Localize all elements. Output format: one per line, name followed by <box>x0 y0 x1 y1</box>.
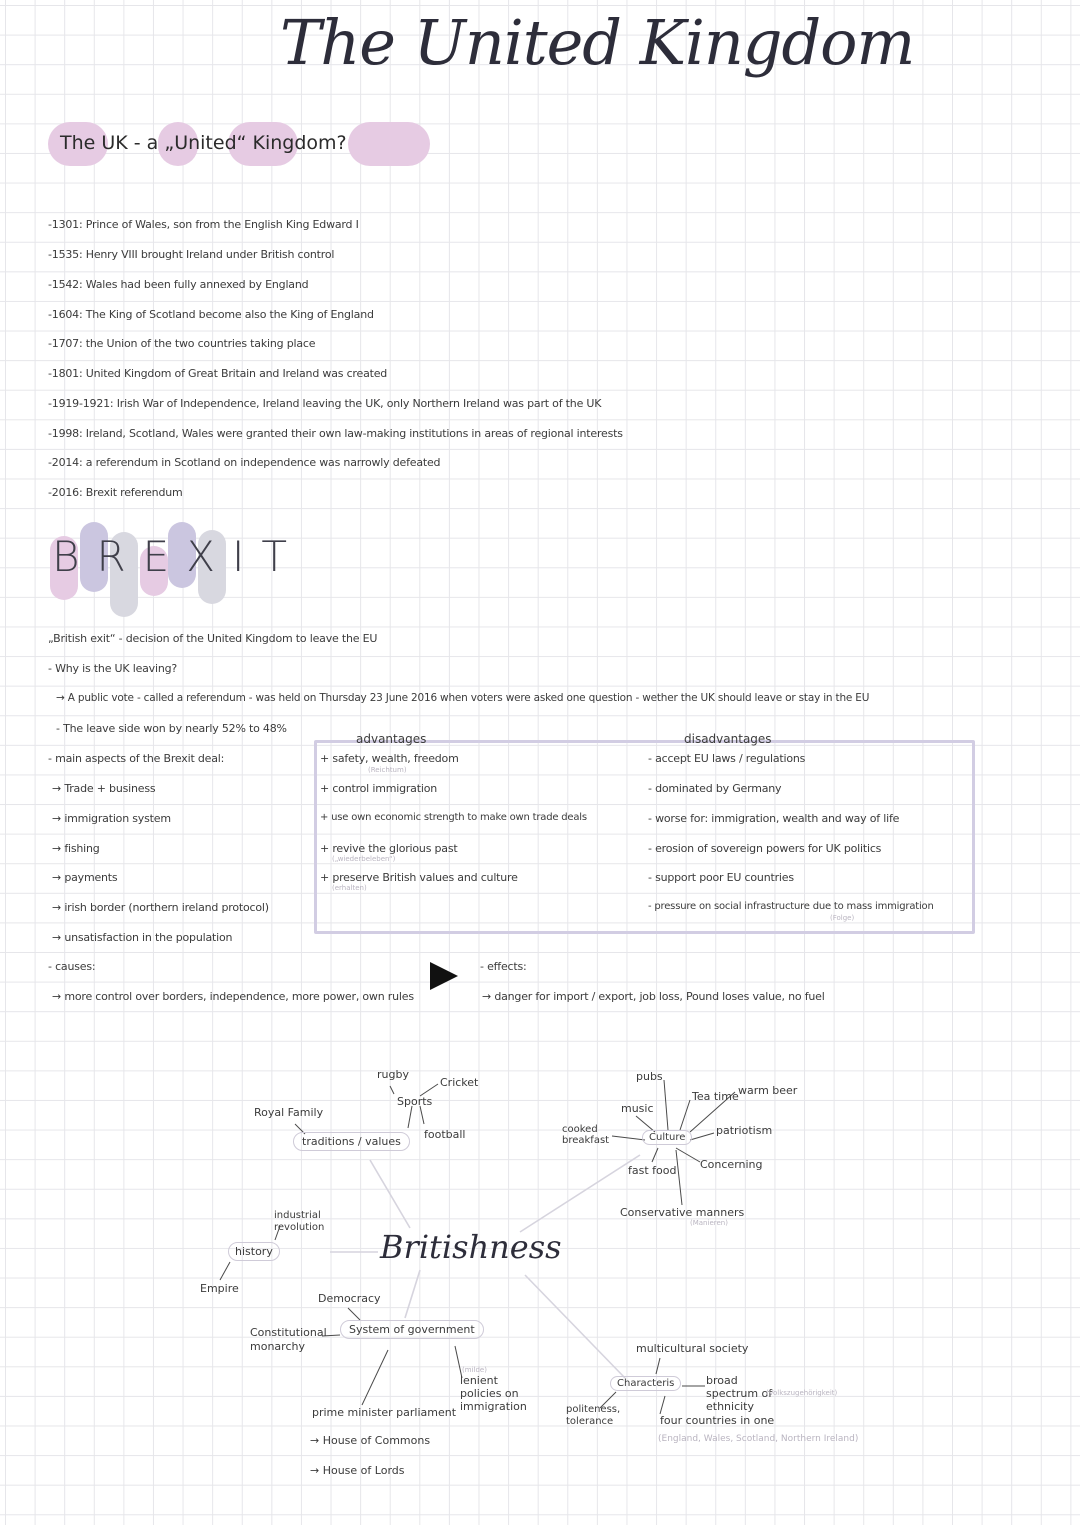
disadvantage-item: - erosion of sovereign powers for UK politics <box>648 842 882 855</box>
disadvantage-item: - dominated by Germany <box>648 782 782 795</box>
brexit-definition: „British exit“ - decision of the United Kingdom to leave the EU <box>48 632 378 645</box>
advantage-note: („wiederbeleben“) <box>332 855 396 863</box>
page-title: The United Kingdom <box>280 6 915 79</box>
mm-sports: Sports <box>397 1095 433 1108</box>
timeline-item: -1998: Ireland, Scotland, Wales were granted their own law-making institutions in areas of regional interests <box>48 427 623 440</box>
mm-four-countries: four countries in one <box>660 1414 775 1427</box>
mm-prime-minister: prime minister parliament <box>312 1406 457 1419</box>
mm-conservative-manners: Conservative manners <box>620 1206 745 1219</box>
timeline-item: -1801: United Kingdom of Great Britain and Ireland was created <box>48 367 388 380</box>
timeline-item: -1542: Wales had been fully annexed by England <box>48 278 309 291</box>
mindmap-center: Britishness <box>380 1228 562 1266</box>
brexit-heading-text: BREXIT <box>52 532 305 581</box>
mm-manners-note: (Manieren) <box>690 1219 728 1227</box>
advantage-note: (Reichtum) <box>368 766 407 774</box>
mm-multicultural-society: multicultural society <box>636 1342 749 1355</box>
mm-system-of-government: System of government <box>340 1320 484 1339</box>
timeline-item: -2016: Brexit referendum <box>48 486 183 499</box>
referendum-result: - The leave side won by nearly 52% to 48% <box>56 722 287 735</box>
mm-democracy: Democracy <box>318 1292 381 1305</box>
causes-heading: - causes: <box>48 960 96 973</box>
disadvantage-item: - pressure on social infrastructure due to mass immigration <box>648 901 934 912</box>
mm-history: history <box>228 1242 280 1261</box>
mm-music: music <box>621 1102 654 1115</box>
mm-house-of-commons: → House of Commons <box>310 1434 431 1447</box>
disadvantage-note: (Folge) <box>830 914 855 922</box>
aspect-item: → irish border (northern ireland protocol) <box>52 901 269 914</box>
mm-patriotism: patriotism <box>716 1124 773 1137</box>
mm-lenient-policies: lenient policies on immigration <box>460 1374 527 1413</box>
mm-industrial-revolution: industrial revolution <box>274 1210 325 1233</box>
mm-pubs: pubs <box>636 1070 663 1083</box>
mm-house-of-lords: → House of Lords <box>310 1464 405 1477</box>
advantage-item: + use own economic strength to make own trade deals <box>320 812 587 823</box>
mm-culture: Culture <box>642 1130 692 1145</box>
mm-ethnicity-note: (Volkszugehörigkeit) <box>766 1389 838 1397</box>
advantage-item: + safety, wealth, freedom <box>320 752 459 765</box>
uk-heading-text: The UK - a „United“ Kingdom? <box>60 132 347 154</box>
mm-constitutional-monarchy: Constitutional monarchy <box>250 1326 327 1353</box>
mm-empire: Empire <box>200 1282 239 1295</box>
mm-characteristics: Characteris <box>610 1376 681 1391</box>
timeline-item: -1535: Henry VIII brought Ireland under British control <box>48 248 335 261</box>
disadvantages-heading: disadvantages <box>684 732 772 746</box>
aspect-item: → unsatisfaction in the population <box>52 931 233 944</box>
aspect-item: → immigration system <box>52 812 171 825</box>
advantage-item: + control immigration <box>320 782 437 795</box>
timeline-item: -1301: Prince of Wales, son from the English King Edward I <box>48 218 359 231</box>
mm-cooked-breakfast: cooked breakfast <box>562 1124 610 1146</box>
timeline-item: -1707: the Union of the two countries taking place <box>48 337 316 350</box>
timeline-item: -1604: The King of Scotland become also the King of England <box>48 308 374 321</box>
why-answer: → A public vote - called a referendum - was held on Thursday 23 June 2016 when voters were asked one question - wether the UK should leave or stay in the EU <box>56 692 870 704</box>
causes-text: → more control over borders, independence, more power, own rules <box>52 990 414 1003</box>
mm-four-countries-note: (England, Wales, Scotland, Northern Ireland) <box>658 1434 859 1444</box>
effects-heading: - effects: <box>480 960 527 973</box>
aspect-item: → fishing <box>52 842 100 855</box>
advantage-item: + revive the glorious past <box>320 842 458 855</box>
mm-royal-family: Royal Family <box>254 1106 324 1119</box>
mm-cricket: Cricket <box>440 1076 479 1089</box>
mm-fast-food: fast food <box>628 1164 677 1177</box>
mm-warm-beer: warm beer <box>738 1084 798 1097</box>
mm-rugby: rugby <box>377 1068 409 1081</box>
disadvantage-item: - worse for: immigration, wealth and way of life <box>648 812 900 825</box>
mm-lenient-note: (milde) <box>462 1366 487 1374</box>
mm-traditions-values: traditions / values <box>293 1132 410 1151</box>
aspect-item: → payments <box>52 871 118 884</box>
why-question: - Why is the UK leaving? <box>48 662 178 675</box>
mm-football: football <box>424 1128 466 1141</box>
advantages-heading: advantages <box>356 732 427 746</box>
effects-text: → danger for import / export, job loss, Pound loses value, no fuel <box>482 990 825 1003</box>
disadvantage-item: - support poor EU countries <box>648 871 794 884</box>
mm-broad-spectrum: broad spectrum of ethnicity <box>706 1374 773 1413</box>
mm-politeness-tolerance: politeness, tolerance <box>566 1404 621 1427</box>
aspect-item: → Trade + business <box>52 782 156 795</box>
timeline-item: -2014: a referendum in Scotland on independence was narrowly defeated <box>48 456 441 469</box>
timeline-item: -1919-1921: Irish War of Independence, Ireland leaving the UK, only Northern Ireland was part of the UK <box>48 397 602 410</box>
mm-concerning: Concerning <box>700 1158 763 1171</box>
advantage-item: + preserve British values and culture <box>320 871 518 884</box>
main-aspects-heading: - main aspects of the Brexit deal: <box>48 752 225 765</box>
disadvantage-item: - accept EU laws / regulations <box>648 752 806 765</box>
advantage-note: (erhalten) <box>332 884 367 892</box>
mm-tea-time: Tea time <box>692 1090 739 1103</box>
